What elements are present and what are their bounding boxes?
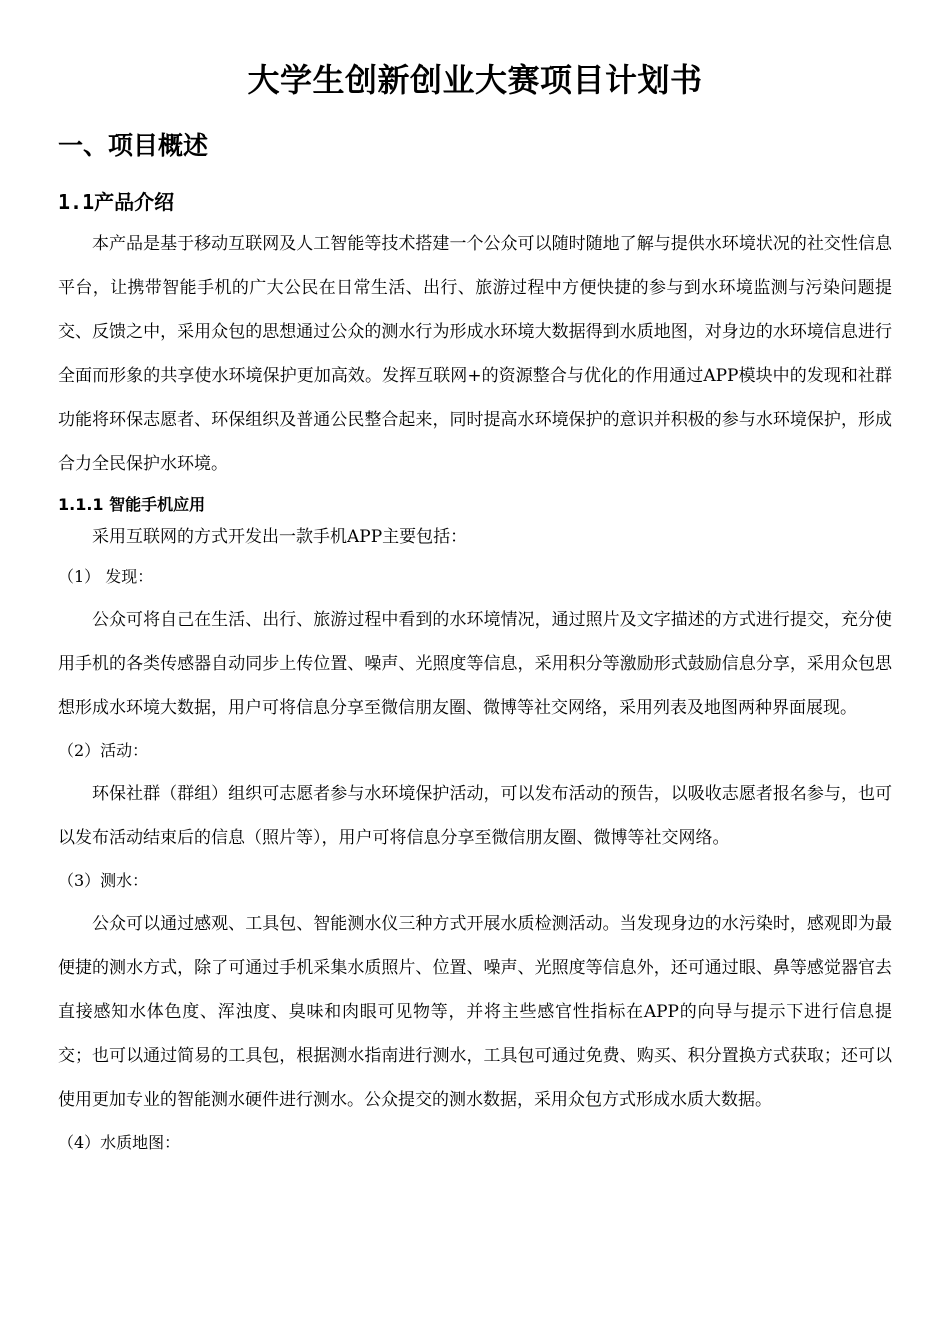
list-item-text-water-test: 公众可以通过感观、工具包、智能测水仪三种方式开展水质检测活动。当发现身边的水污染时，感观即为最便捷的测水方式，除了可通过手机采集水质照片、位置、噪声、光照度等信息外，还可通过眼、鼻等感觉器官去直接感知水体色度、浑浊度、臭味和肉眼可见物等，并将主些感官性指标在APP的向导与提示下进行信息提交；也可以通过简易的工具包，根据测水指南进行测水，工具包可通过免费、购买、积分置换方式获取；还可以使用更加专业的智能测水硬件进行测水。公众提交的测水数据，采用众包方式形成水质大数据。 [58, 914, 892, 1110]
list-item-label-water-test: （3）测水： [58, 871, 149, 890]
list-item-text-discover: 公众可将自己在生活、出行、旅游过程中看到的水环境情况，通过照片及文字描述的方式进行提交，充分使用手机的各类传感器自动同步上传位置、噪声、光照度等信息，采用积分等激励形式鼓励信息分享，采用众包思想形成水环境大数据，用户可将信息分享至微信朋友圈、微博等社交网络，采用列表及地图两种界面展现。 [58, 610, 892, 718]
app-intro-paragraph: 采用互联网的方式开发出一款手机APP主要包括： [92, 527, 468, 547]
product-intro-paragraph: 本产品是基于移动互联网及人工智能等技术搭建一个公众可以随时随地了解与提供水环境状况的社交性信息平台，让携带智能手机的广大公民在日常生活、出行、旅游过程中方便快捷的参与到水环境监测与污染问题提交、反馈之中，采用众包的思想通过公众的测水行为形成水环境大数据得到水质地图，对身边的水环境信息进行全面而形象的共享使水环境保护更加高效。发挥互联网+的资源整合与优化的作用通过APP模块中的发现和社群功能将环保志愿者、环保组织及普通公民整合起来，同时提高水环境保护的意识并积极的参与水环境保护，形成合力全民保护水环境。 [58, 234, 892, 474]
list-item-label-water-map: （4）水质地图： [58, 1133, 181, 1152]
subsubsection-heading-smartphone-app: 1.1.1 智能手机应用 [58, 495, 206, 514]
list-item-label-activity: （2）活动： [58, 741, 149, 760]
subsection-heading-product-intro: 1.1产品介绍 [58, 190, 175, 214]
document-title: 大学生创新创业大赛项目计划书 [247, 61, 703, 99]
section-heading-project-overview: 一、项目概述 [58, 131, 209, 160]
list-item-label-discover: （1） 发现： [58, 567, 154, 586]
list-item-text-activity: 环保社群（群组）组织可志愿者参与水环境保护活动，可以发布活动的预告，以吸收志愿者报名参与，也可以发布活动结束后的信息（照片等），用户可将信息分享至微信朋友圈、微博等社交网络。 [58, 784, 892, 848]
